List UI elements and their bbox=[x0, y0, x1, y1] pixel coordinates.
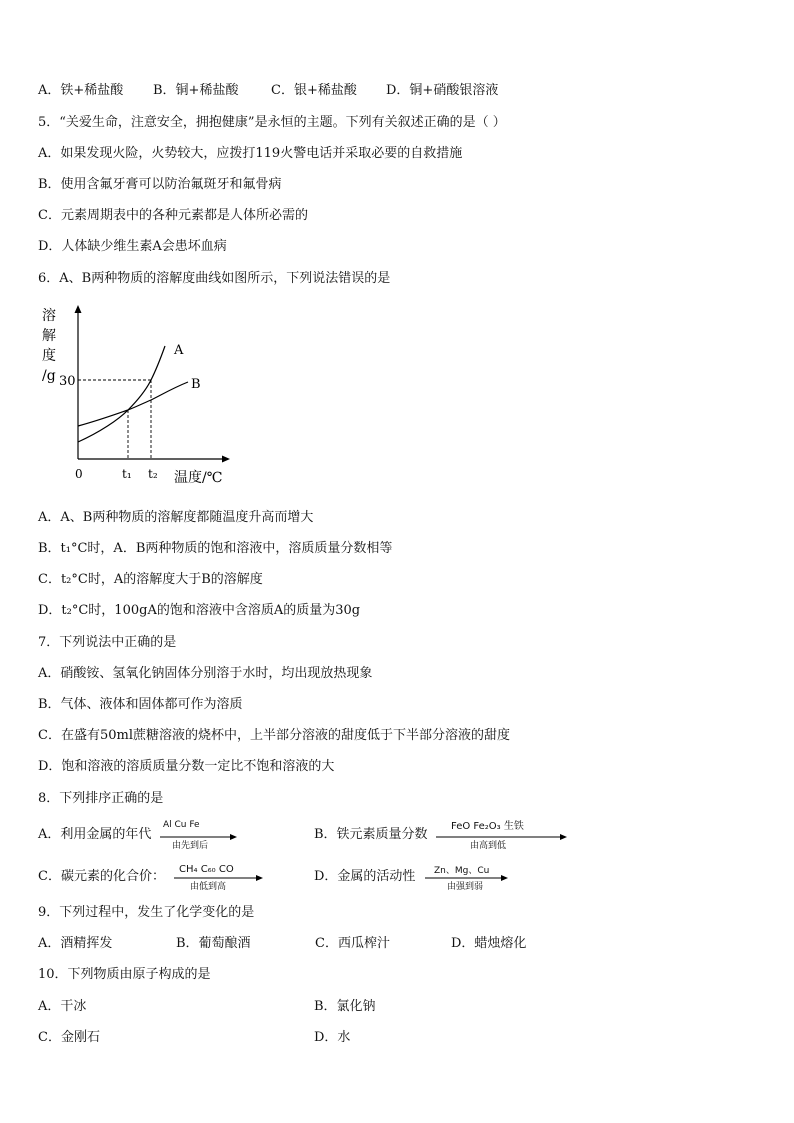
q8-a-bottom: 由先到后 bbox=[172, 841, 209, 851]
q8-a-top: Al Cu Fe bbox=[163, 820, 200, 830]
x-tick-t2: t₂ bbox=[148, 467, 158, 481]
q6-option-b: B．t₁°C时，A．B两种物质的饱和溶液中，溶质质量分数相等 bbox=[38, 541, 393, 556]
q8-c-top: CH₄ C₆₀ CO bbox=[179, 864, 234, 875]
q8-c-label: C．碳元素的化合价： bbox=[38, 869, 165, 884]
q10-option-b: B．氯化钠 bbox=[314, 999, 376, 1014]
q6-option-a: A．A、B两种物质的溶解度都随温度升高而增大 bbox=[38, 510, 314, 525]
q5-option-b: B．使用含氟牙膏可以防治氟斑牙和氟骨病 bbox=[38, 177, 282, 192]
q9-option-d: D．蜡烛熔化 bbox=[451, 936, 527, 951]
q8-a-label: A．利用金属的年代 bbox=[38, 827, 152, 842]
series-b-label: B bbox=[191, 377, 201, 392]
q9-stem: 9．下列过程中，发生了化学变化的是 bbox=[38, 905, 255, 920]
y-tick-30: 30 bbox=[59, 374, 76, 389]
q8-b-arrow bbox=[436, 833, 568, 841]
q8-option-b bbox=[314, 827, 428, 843]
q8-stem: 8．下列排序正确的是 bbox=[38, 791, 164, 806]
y-label-3: 度 bbox=[42, 348, 56, 364]
x-axis-label: 温度/℃ bbox=[174, 470, 223, 486]
q7-option-a: A．硝酸铵、氢氧化钠固体分别溶于水时，均出现放热现象 bbox=[38, 666, 373, 681]
q8-c-bottom: 由低到高 bbox=[190, 882, 227, 892]
q5-stem: 5．“关爱生命，注意安全，拥抱健康”是永恒的主题。下列有关叙述正确的是（ ） bbox=[38, 115, 506, 130]
solubility-chart bbox=[38, 302, 238, 492]
q8-d-top: Zn、Mg、Cu bbox=[434, 866, 490, 876]
series-a-label: A bbox=[174, 343, 184, 358]
y-label-1: 溶 bbox=[42, 308, 56, 324]
q4-option-c: C．银+稀盐酸 bbox=[271, 83, 357, 98]
q4-option-d: D．铜+硝酸银溶液 bbox=[386, 83, 499, 98]
x-tick-t1: t₁ bbox=[122, 467, 132, 481]
q8-option-c bbox=[38, 869, 165, 885]
q8-b-label: B．铁元素质量分数 bbox=[314, 827, 428, 842]
q7-option-d: D．饱和溶液的溶质质量分数一定比不饱和溶液的大 bbox=[38, 759, 335, 774]
curve-a bbox=[78, 346, 165, 442]
y-axis-arrow bbox=[75, 305, 82, 313]
q8-option-d bbox=[314, 869, 415, 885]
q7-option-b: B．气体、液体和固体都可作为溶质 bbox=[38, 697, 243, 712]
q8-d-label: D．金属的活动性 bbox=[314, 869, 416, 884]
q8-c-arrow bbox=[174, 874, 264, 882]
q5-option-d: D．人体缺少维生素A会患坏血病 bbox=[38, 239, 227, 254]
q6-stem: 6．A、B两种物质的溶解度曲线如图所示，下列说法错误的是 bbox=[38, 271, 391, 286]
q8-b-bottom: 由高到低 bbox=[470, 841, 507, 851]
q6-option-d: D．t₂°C时，100gA的饱和溶液中含溶质A的质量为30g bbox=[38, 603, 361, 618]
q4-option-a: A．铁+稀盐酸 bbox=[38, 83, 124, 98]
q8-d-arrow bbox=[425, 874, 509, 882]
q9-option-b: B．葡萄酿酒 bbox=[176, 936, 251, 951]
q8-a-arrow bbox=[160, 833, 238, 841]
q10-option-c: C．金刚石 bbox=[38, 1030, 100, 1045]
q7-option-c: C．在盛有50ml蔗糖溶液的烧杯中，上半部分溶液的甜度低于下半部分溶液的甜度 bbox=[38, 728, 510, 743]
q5-option-c: C．元素周期表中的各种元素都是人体所必需的 bbox=[38, 208, 308, 223]
x-axis-arrow bbox=[222, 456, 230, 463]
q8-b-top: FeO Fe₂O₃ 生铁 bbox=[451, 821, 524, 832]
q10-stem: 10．下列物质由原子构成的是 bbox=[38, 967, 211, 982]
q9-option-a: A．酒精挥发 bbox=[38, 936, 113, 951]
q10-option-a: A．干冰 bbox=[38, 999, 87, 1014]
q5-option-a: A．如果发现火险，火势较大，应拨打119火警电话并采取必要的自救措施 bbox=[38, 146, 463, 161]
q9-option-c: C．西瓜榨汁 bbox=[315, 936, 390, 951]
x-origin-label: 0 bbox=[75, 467, 83, 481]
q6-option-c: C．t₂°C时，A的溶解度大于B的溶解度 bbox=[38, 572, 263, 587]
q8-option-a bbox=[38, 827, 151, 843]
q8-d-bottom: 由强到弱 bbox=[447, 882, 484, 892]
y-label-4: /g bbox=[42, 368, 56, 384]
q10-option-d: D．水 bbox=[314, 1030, 351, 1045]
q7-stem: 7．下列说法中正确的是 bbox=[38, 635, 177, 650]
y-label-2: 解 bbox=[42, 328, 56, 344]
q4-option-b: B．铜+稀盐酸 bbox=[153, 83, 239, 98]
